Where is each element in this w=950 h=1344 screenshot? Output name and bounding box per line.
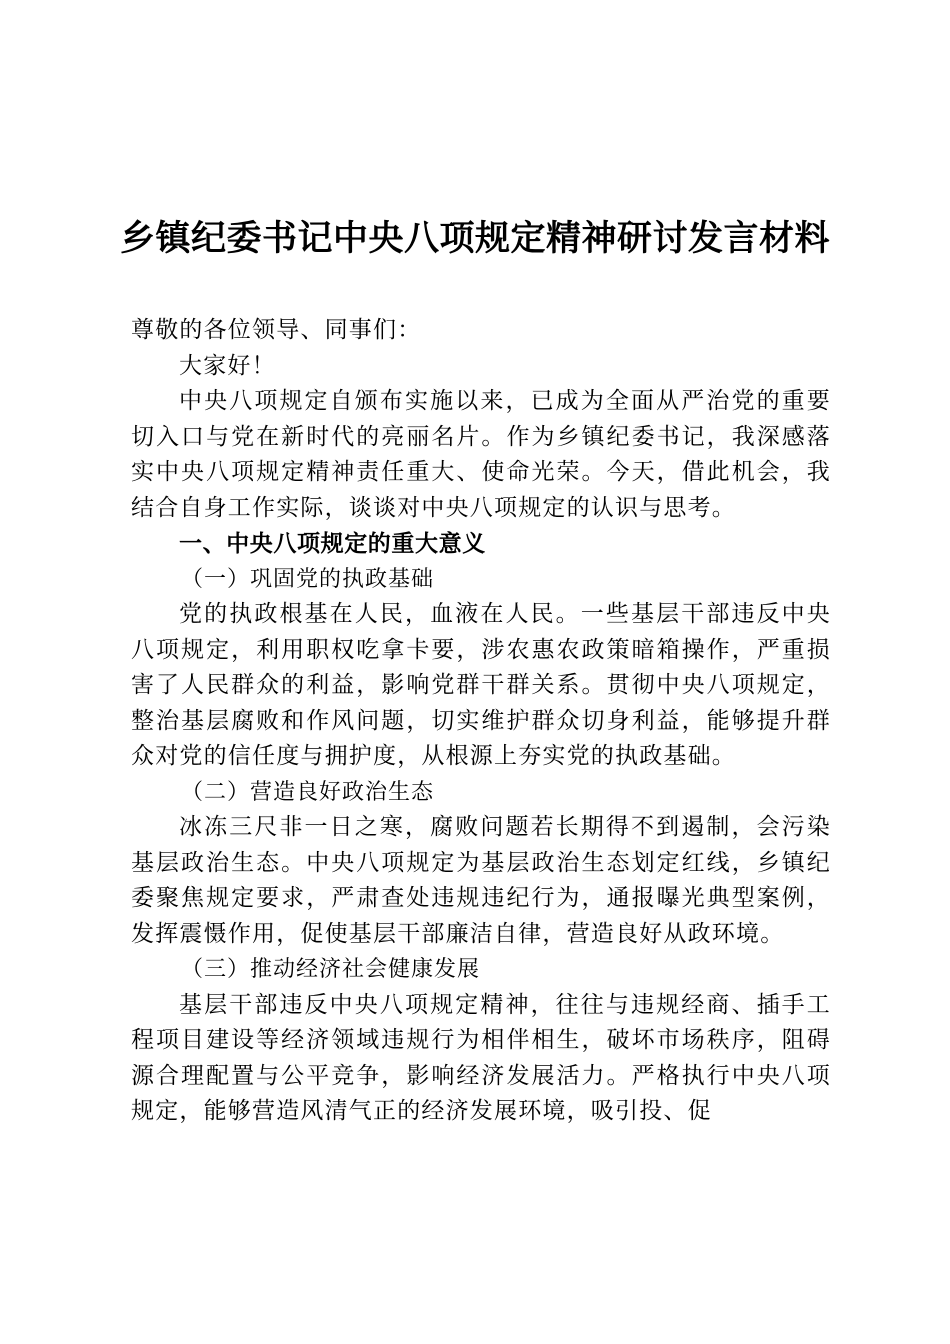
salutation: 尊敬的各位领导、同事们： — [131, 317, 422, 343]
document-body — [131, 313, 831, 1130]
intro-paragraph: 中央八项规定自颁布实施以来，已成为全面从严治党的重要切入口与党在新时代的亮丽名片。作为乡镇纪委书记，我深感落实中央八项规定精神责任重大、使命光荣。今天，借此机会，我结合自身工作实际，谈谈对中央八项规定的认识与思考。 — [131, 388, 831, 521]
subsection-heading-2: （二）营造良好政治生态 — [181, 779, 435, 805]
subsection-paragraph-2: 冰冻三尺非一日之寒，腐败问题若长期得不到遏制，会污染基层政治生态。中央八项规定为基层政治生态划定红线，乡镇纪委聚焦规定要求，严肃查处违规违纪行为，通报曝光典型案例，发挥震慑作用，促使基层干部廉洁自律，营造良好从政环境。 — [131, 814, 831, 947]
subsection-paragraph-1: 党的执政根基在人民，血液在人民。一些基层干部违反中央八项规定，利用职权吃拿卡要，涉农惠农政策暗箱操作，严重损害了人民群众的利益，影响党群干群关系。贯彻中央八项规定，整治基层腐败和作风问题，切实维护群众切身利益，能够提升群众对党的信任度与拥护度，从根源上夯实党的执政基础。 — [131, 601, 831, 769]
greeting: 大家好！ — [179, 352, 276, 379]
section-heading-1: 一、中央八项规定的重大意义 — [179, 530, 486, 557]
subsection-heading-1: （一）巩固党的执政基础 — [181, 566, 435, 592]
document-title: 乡镇纪委书记中央八项规定精神研讨发言材料 — [119, 218, 830, 260]
subsection-heading-3: （三）推动经济社会健康发展 — [181, 957, 481, 982]
subsection-paragraph-3: 基层干部违反中央八项规定精神，往往与违规经商、插手工程项目建设等经济领域违规行为相伴相生，破坏市场秩序，阻碍源合理配置与公平竞争，影响经济发展活力。严格执行中央八项规定，能够营造风清气正的经济发展环境，吸引投、促 — [131, 991, 831, 1124]
